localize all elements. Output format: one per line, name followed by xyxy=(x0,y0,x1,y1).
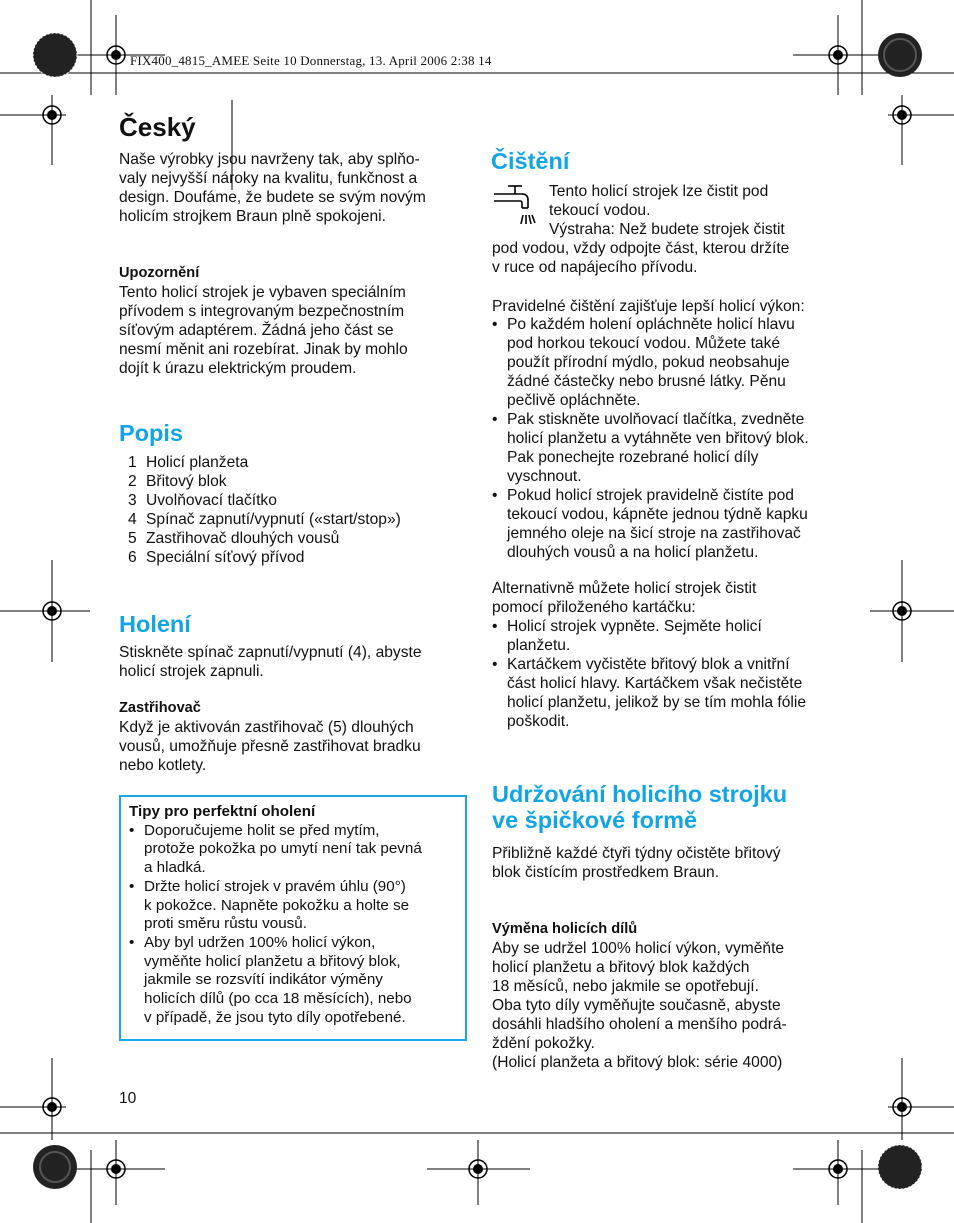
item-label: Speciální síťový přívod xyxy=(146,549,305,566)
list-item: • Držte holicí strojek v pravém úhlu (90°) k pokožce. Napněte pokožku a holte se proti směru růstu vousů. xyxy=(129,878,457,934)
item-label: Uvolňovací tlačítko xyxy=(146,492,277,509)
replace-heading: Výměna holicích dílů xyxy=(492,921,638,937)
replace-section xyxy=(492,920,842,1072)
tap-text: Tento holicí strojek lze čistit pod tekoucí vodou. xyxy=(549,183,769,219)
intro-text: Naše výrobky jsou navrženy tak, aby splňo- valy nejvyšší nároky na kvalitu, funkčnost a design. Doufáme, že budete se svým novým holicím strojkem Braun plně spokojeni. xyxy=(119,151,426,225)
tips-list xyxy=(129,822,457,1028)
list-item: • Pak stiskněte uvolňovací tlačítka, zvedněte holicí planžetu a vytáhněte ven břitový blok. Pak ponechejte rozebrané holicí díly vyschnout. xyxy=(492,410,842,486)
list-item: • Po každém holení opláchněte holicí hlavu pod horkou tekoucí vodou. Můžete také použít přírodní mýdlo, pokud neobsahuje žádné částečky nebo brusné látky. Pěnu pečlivě opláchněte. xyxy=(492,315,842,410)
replace-text: Aby se udržel 100% holicí výkon, vyměňte holicí planžetu a břitový blok každých 18 měsíců, nebo jakmile se opotřebují. Oba tyto díly vyměňujte současně, abyste dosáhli hladšího oholení a menšího podrá- ždění pokožky. (Holicí planžeta a břitový blok: série 4000) xyxy=(492,940,787,1071)
item-number: 5 xyxy=(128,530,137,547)
maintenance-text: Přibližně každé čtyři týdny očistěte břitový blok čistícím prostředkem Braun. xyxy=(492,845,781,881)
list-item: • Kartáčkem vyčistěte břitový blok a vnitřní část holicí hlavy. Kartáčkem však nečistěte holicí planžetu, jelikož by se tím mohla fólie poškodit. xyxy=(492,655,842,731)
page-title: Český xyxy=(119,112,196,142)
regular-cleaning-list xyxy=(492,315,842,562)
item-number: 1 xyxy=(128,454,137,471)
alt-intro: Alternativně můžete holicí strojek čistit pomocí přiloženého kartáčku: xyxy=(492,580,757,616)
holeni-heading: Holení xyxy=(119,611,191,637)
list-item xyxy=(119,453,469,472)
list-item xyxy=(119,472,469,491)
trimmer-text: Když je aktivován zastřihovač (5) dlouhých vousů, umožňuje přesně zastřihovat bradku nebo kotlety. xyxy=(119,719,421,774)
page-number: 10 xyxy=(119,1090,137,1107)
print-header: FIX400_4815_AMEE Seite 10 Donnerstag, 13. April 2006 2:38 14 xyxy=(130,53,492,68)
popis-heading: Popis xyxy=(119,420,183,446)
cleaning-warning-cont: pod vodou, vždy odpojte část, kterou držíte v ruce od napájecího přívodu. xyxy=(492,240,790,276)
maintenance-heading: Udržování holicího strojku ve špičkové formě xyxy=(492,781,788,833)
item-label: Zastřihovač dlouhých vousů xyxy=(146,530,340,547)
list-item xyxy=(119,529,469,548)
item-number: 4 xyxy=(128,511,137,528)
list-item: • Aby byl udržen 100% holicí výkon, vyměňte holicí planžetu a břitový blok, jakmile se rozsvítí indikátor výměny holicích dílů (po cca 18 měsících), nebo v případě, že jsou tyto díly opotřebené. xyxy=(129,934,457,1028)
cisteni-heading: Čištění xyxy=(491,148,570,174)
item-number: 2 xyxy=(128,473,137,490)
water-tap-icon xyxy=(492,184,540,230)
warning-section xyxy=(119,264,469,378)
list-item xyxy=(119,548,469,567)
list-item xyxy=(119,510,469,529)
list-item: • Holicí strojek vypněte. Sejměte holicí planžetu. xyxy=(492,617,842,655)
trimmer-section xyxy=(119,699,469,775)
parts-list xyxy=(119,453,469,567)
holeni-text: Stiskněte spínač zapnutí/vypnutí (4), abyste holicí strojek zapnuli. xyxy=(119,644,422,680)
trimmer-heading: Zastřihovač xyxy=(119,700,201,716)
warning-heading: Upozornění xyxy=(119,265,200,281)
list-item: • Doporučujeme holit se před mytím, protože pokožka po umytí není tak pevná a hladká. xyxy=(129,822,457,878)
tips-heading: Tipy pro perfektní oholení xyxy=(129,803,316,820)
item-label: Holicí planžeta xyxy=(146,454,249,471)
item-number: 3 xyxy=(128,492,137,509)
item-label: Spínač zapnutí/vypnutí («start/stop») xyxy=(146,511,401,528)
item-label: Břitový blok xyxy=(146,473,227,490)
alt-cleaning-list xyxy=(492,617,842,731)
list-item xyxy=(119,491,469,510)
item-number: 6 xyxy=(128,549,137,566)
tips-box xyxy=(119,795,467,1041)
cleaning-warning: Výstraha: Než budete strojek čistit xyxy=(549,221,785,238)
regular-intro: Pravidelné čištění zajišťuje lepší holicí výkon: xyxy=(492,298,805,315)
warning-text: Tento holicí strojek je vybaven speciálním přívodem s integrovaným bezpečnostním síťovým adaptérem. Žádná jeho část se nesmí měnit ani rozebírat. Jinak by mohlo dojít k úrazu elektrickým proudem. xyxy=(119,284,408,377)
list-item: • Pokud holicí strojek pravidelně čistíte pod tekoucí vodou, kápněte jednou týdně kapku jemného oleje na šicí stroje na zastřihovač dlouhých vousů a na holicí planžetu. xyxy=(492,486,842,562)
